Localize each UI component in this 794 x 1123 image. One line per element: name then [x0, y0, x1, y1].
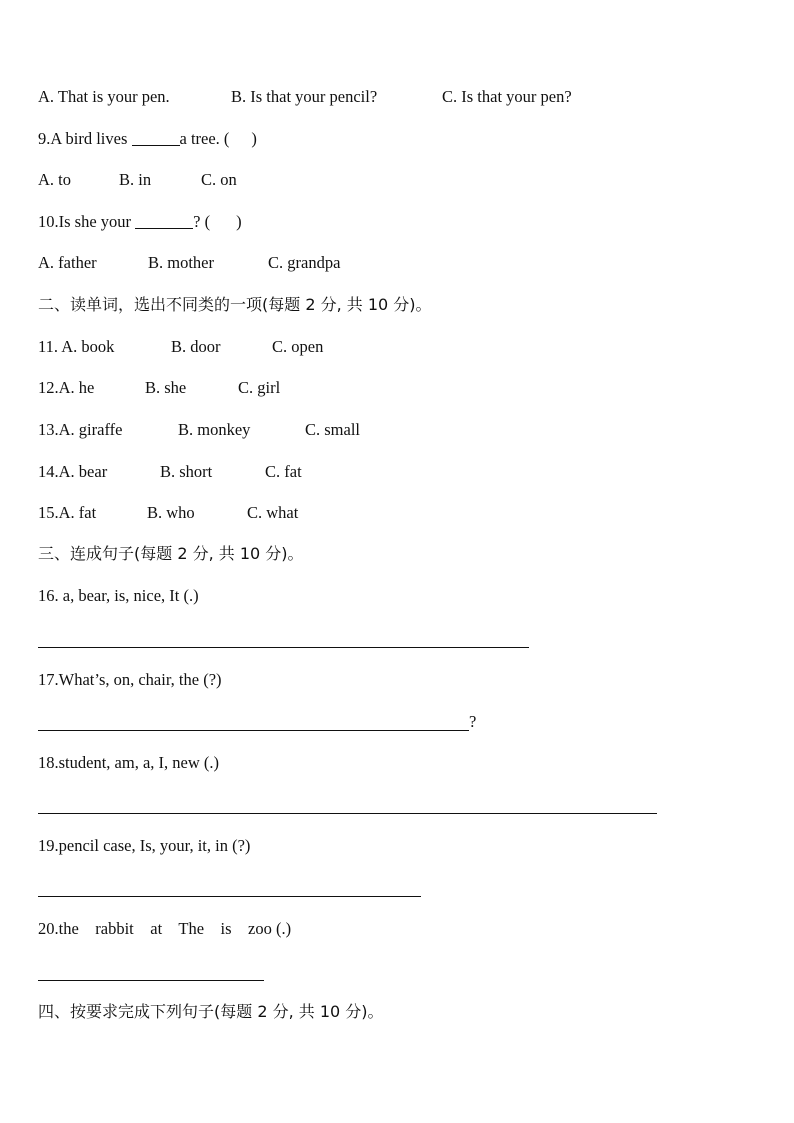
q17-question-mark: ? [469, 712, 477, 731]
q16-prompt: 16. a, bear, is, nice, It (.) [38, 586, 199, 605]
q10-paren-close: ) [236, 212, 242, 231]
q10-option-a: A. father [38, 253, 97, 272]
q14-options [38, 462, 302, 482]
q15-option-a: 15.A. fat [38, 503, 97, 522]
section-2-title: 二、读单词，选出不同类的一项(每题 2 分, 共 10 分)。 [38, 295, 432, 314]
q9-option-a: A. to [38, 170, 71, 189]
q15-option-b: B. who [147, 503, 195, 522]
q19-prompt: 19.pencil case, Is, your, it, in (?) [38, 836, 251, 855]
q15-option-c: C. what [247, 503, 299, 522]
q9-option-c: C. on [201, 170, 237, 189]
q11-option-a: 11. A. book [38, 337, 115, 356]
q8-options [38, 87, 572, 107]
q10-option-b: B. mother [148, 253, 214, 272]
q11-option-b: B. door [171, 337, 221, 356]
q16-answer-line[interactable] [38, 647, 529, 648]
q9-options [38, 170, 237, 190]
q13-options [38, 420, 360, 440]
section-4-title: 四、按要求完成下列句子(每题 2 分, 共 10 分)。 [38, 1002, 384, 1021]
q12-option-b: B. she [145, 378, 187, 397]
q17-prompt: 17.What’s, on, chair, the (?) [38, 670, 222, 689]
q9-text-before: 9.A bird lives [38, 129, 132, 148]
q15-options [38, 503, 298, 523]
q17-answer-line[interactable] [38, 730, 469, 731]
q10-question [38, 212, 242, 232]
q10-text-before: 10.Is she your [38, 212, 136, 231]
q9-option-b: B. in [119, 170, 152, 189]
q19-answer-line[interactable] [38, 896, 421, 897]
q12-option-a: 12.A. he [38, 378, 95, 397]
q14-option-c: C. fat [265, 462, 302, 481]
q10-blank[interactable] [135, 212, 193, 229]
q13-option-c: C. small [305, 420, 361, 439]
q13-option-a: 13.A. giraffe [38, 420, 123, 439]
q9-question [38, 129, 257, 149]
q9-text-after: a tree. ( [179, 129, 230, 148]
q18-answer-line[interactable] [38, 813, 657, 814]
q11-options [38, 337, 323, 357]
q10-option-c: C. grandpa [268, 253, 341, 272]
q9-blank[interactable] [132, 129, 180, 146]
q20-answer-line[interactable] [38, 980, 264, 981]
section-3-title: 三、连成句子(每题 2 分, 共 10 分)。 [38, 544, 304, 563]
q18-prompt: 18.student, am, a, I, new (.) [38, 753, 219, 772]
q20-prompt: 20.the rabbit at The is zoo (.) [38, 919, 292, 938]
q14-option-a: 14.A. bear [38, 462, 108, 481]
q8-option-a: A. That is your pen. [38, 87, 170, 106]
q8-option-c: C. Is that your pen? [442, 87, 572, 106]
q12-options [38, 378, 280, 398]
q10-options [38, 253, 340, 273]
q13-option-b: B. monkey [178, 420, 251, 439]
q11-option-c: C. open [272, 337, 324, 356]
q10-text-after: ? ( [193, 212, 211, 231]
q14-option-b: B. short [160, 462, 213, 481]
q12-option-c: C. girl [238, 378, 281, 397]
q9-paren-close: ) [251, 129, 257, 148]
q8-option-b: B. Is that your pencil? [231, 87, 378, 106]
